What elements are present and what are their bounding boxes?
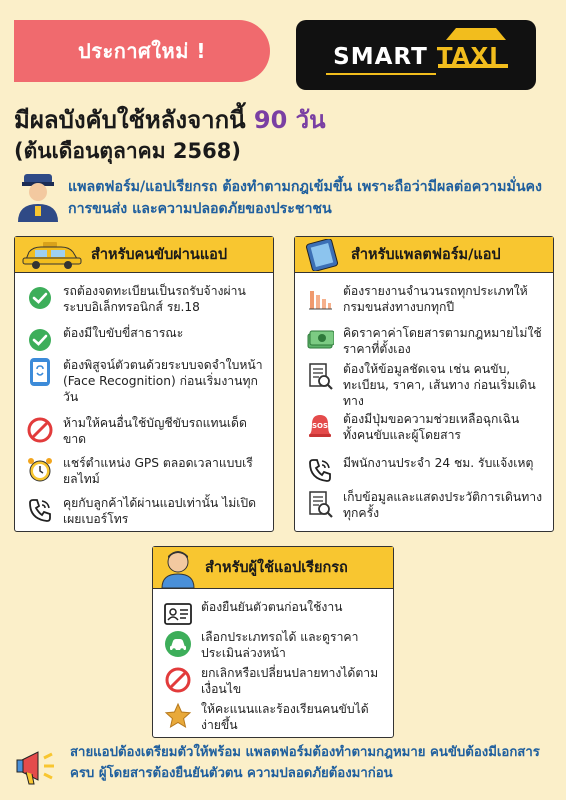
users-card-header	[153, 547, 393, 589]
phone-face-icon	[25, 357, 55, 387]
drivers-card-title: สำหรับคนขับผ่านแอป	[91, 247, 228, 263]
drivers-item-text: คุยกับลูกค้าได้ผ่านแอปเท่านั้น ไม่เปิดเผยเบอร์โทร	[63, 496, 257, 526]
taxi-car-icon	[21, 240, 83, 270]
check-icon	[25, 283, 55, 313]
users-item-text: ต้องยืนยันตัวตนก่อนใช้งาน	[201, 600, 343, 614]
document-search-icon	[305, 489, 335, 519]
platform-list-item	[305, 325, 545, 357]
announcement-banner	[14, 20, 270, 82]
users-item-text: เลือกประเภทรถได้ และดูราคาประเมินล่วงหน้า	[201, 630, 359, 660]
users-list-item	[163, 665, 387, 697]
phone-call-icon	[25, 495, 55, 525]
banner-label: ประกาศใหม่ !	[78, 39, 206, 63]
sos-bell-icon	[305, 411, 335, 441]
drivers-list-item	[25, 455, 265, 487]
tablet-icon	[303, 239, 343, 271]
phone-call-icon	[305, 455, 335, 485]
car-icon	[163, 629, 193, 659]
drivers-list-item	[25, 325, 265, 355]
platform-list-item	[305, 361, 545, 409]
platform-item-text: คิดราคาค่าโดยสารตามกฎหมายไม่ใช้ราคาที่ตั้งเอง	[343, 326, 542, 356]
users-list-item	[163, 599, 387, 629]
footer-text: สายแอปต้องเตรียมตัวให้พร้อม แพลตฟอร์มต้องทำตามกฎหมาย คนขับต้องมีเอกสารครบ ผู้โดยสารต้องยืนยันตัวตน ความปลอดภัยต้องมาก่อน	[70, 745, 540, 781]
document-search-icon	[305, 361, 335, 391]
star-icon	[163, 701, 193, 731]
platform-item-text: ต้องให้ข้อมูลชัดเจน เช่น คนขับ, ทะเบียน, ราคา, เส้นทาง ก่อนเริ่มเดินทาง	[343, 362, 536, 408]
users-card	[152, 546, 394, 738]
intro-text: แพลตฟอร์ม/แอปเรียกรถ ต้องทำตามกฎเข้มขึ้น เพราะถือว่ามีผลต่อความมั่นคง การขนส่ง และความปลอดภัยของประชาชน	[68, 179, 542, 217]
svg-text:SOS: SOS	[311, 422, 329, 430]
id-card-icon	[163, 599, 193, 629]
headline-highlight: 90 วัน	[253, 106, 326, 134]
user-avatar-icon	[159, 548, 197, 588]
check-icon	[25, 325, 55, 355]
drivers-item-text: ต้องมีใบขับขี่สาธารณะ	[63, 326, 184, 340]
page-title	[14, 100, 326, 139]
platform-card	[294, 236, 554, 532]
drivers-item-text: ต้องพิสูจน์ตัวตนด้วยระบบจดจำใบหน้า (Face Recognition) ก่อนเริ่มงานทุกวัน	[63, 358, 263, 404]
drivers-list-item	[25, 415, 265, 447]
logo-word-taxi: TAXI	[436, 44, 499, 70]
drivers-list-item	[25, 495, 265, 527]
drivers-item-text: ห้ามให้คนอื่นใช้บัญชีขับรถแทนเด็ดขาด	[63, 416, 247, 446]
smart-taxi-logo	[296, 20, 536, 90]
platform-list-item	[305, 411, 545, 443]
megaphone-icon	[14, 742, 62, 790]
platform-list-item	[305, 283, 545, 315]
drivers-item-text: แชร์ตำแหน่ง GPS ตลอดเวลาแบบเรียลไทม์	[63, 456, 253, 486]
headline-prefix: มีผลบังคับใช้หลังจากนี้	[14, 106, 254, 134]
platform-list-item	[305, 489, 545, 521]
prohibited-icon	[163, 665, 193, 695]
effective-date: (ต้นเดือนตุลาคม 2568)	[14, 139, 241, 163]
drivers-card-header	[15, 237, 273, 273]
drivers-card	[14, 236, 274, 532]
alarm-clock-icon	[25, 455, 55, 485]
platform-list-item	[305, 455, 545, 485]
drivers-list-item	[25, 357, 265, 405]
users-list-item	[163, 629, 387, 661]
platform-card-header	[295, 237, 553, 273]
platform-item-text: มีพนักงานประจำ 24 ชม. รับแจ้งเหตุ	[343, 456, 534, 470]
platform-item-text: ต้องรายงานจำนวนรถทุกประเภทให้กรมขนส่งทางบกทุกปี	[343, 284, 528, 314]
money-icon	[305, 325, 335, 355]
users-list-item	[163, 701, 387, 733]
prohibited-icon	[25, 415, 55, 445]
officer-icon	[14, 170, 62, 222]
platform-item-text: เก็บข้อมูลและแสดงประวัติการเดินทางทุกครั้ง	[343, 490, 543, 520]
logo-word-smart: SMART	[333, 44, 428, 70]
bar-chart-icon	[305, 283, 335, 313]
platform-card-title: สำหรับแพลตฟอร์ม/แอป	[351, 247, 501, 263]
users-item-text: ให้คะแนนและร้องเรียนคนขับได้ง่ายขึ้น	[201, 702, 369, 732]
drivers-list-item	[25, 283, 265, 315]
drivers-item-text: รถต้องจดทะเบียนเป็นรถรับจ้างผ่านระบบอิเล็กทรอนิกส์ รย.18	[63, 284, 246, 314]
users-card-title: สำหรับผู้ใช้แอปเรียกรถ	[205, 560, 348, 576]
users-item-text: ยกเลิกหรือเปลี่ยนปลายทางได้ตามเงื่อนไข	[201, 666, 379, 696]
platform-item-text: ต้องมีปุ่มขอความช่วยเหลือฉุกเฉิน ทั้งคนขับและผู้โดยสาร	[343, 412, 520, 442]
